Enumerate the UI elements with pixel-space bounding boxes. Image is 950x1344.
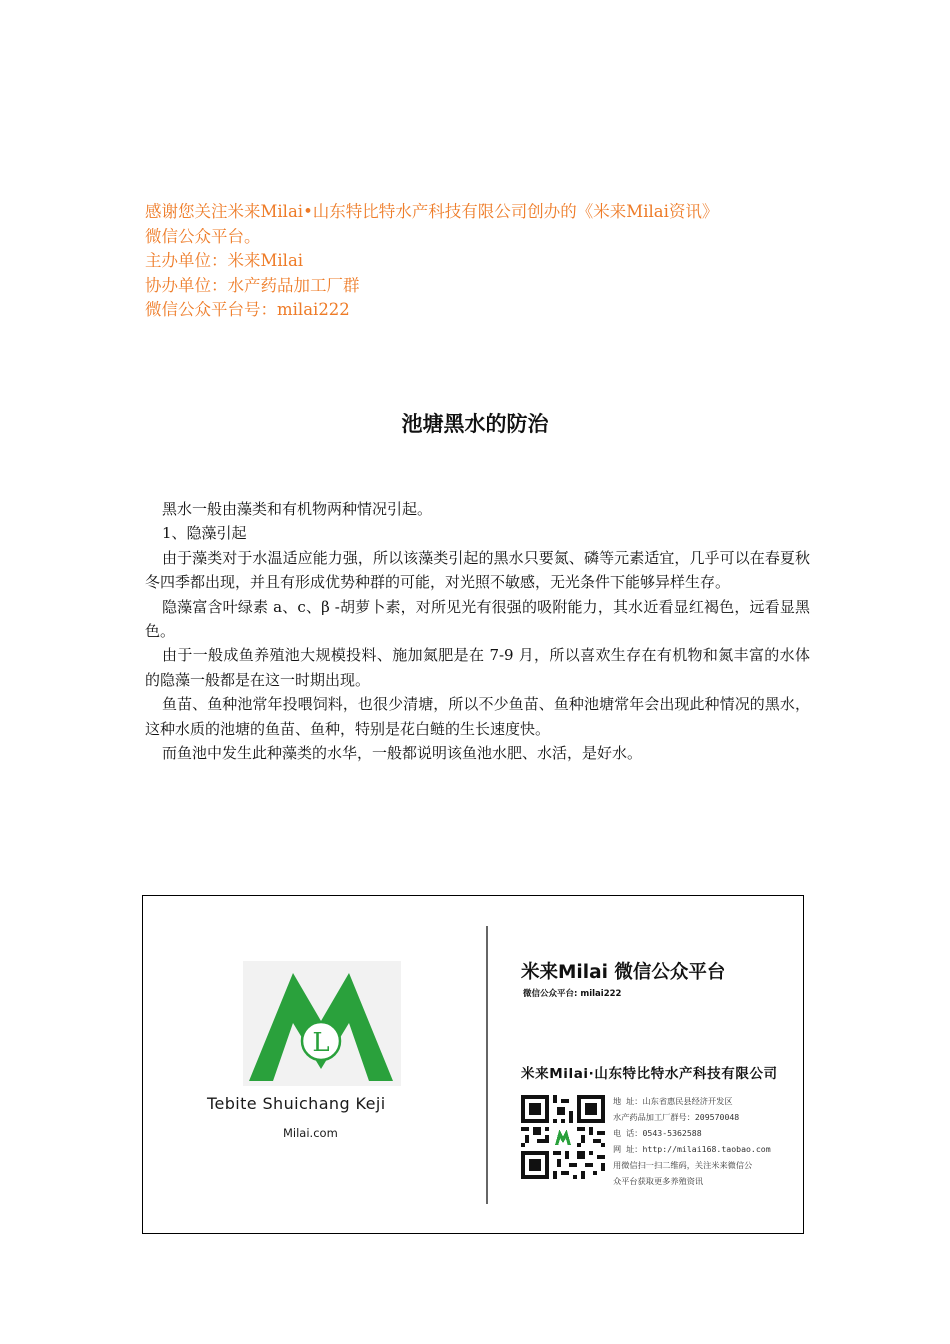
intro-line: 感谢您关注米来Milai•山东特比特水产科技有限公司创办的《米来Milai资讯》 [145,202,719,221]
article-title: 池塘黑水的防治 [401,412,549,436]
section-heading: 1、隐藻引起 [162,524,247,543]
paragraph: 由于藻类对于水温适应能力强，所以该藻类引起的黑水只要氮、磷等元素适宜，几乎可以在春夏秋冬四季都出现，并且有形成优势种群的可能，对光照不敏感，无光条件下能够异样生存。 [145,548,810,592]
scan-hint-line: 众平台获取更多养殖资讯 [613,1176,704,1186]
brand-english: Tebite Shuichang Keji [207,1094,386,1113]
group-line: 水产药品加工厂群号：209570048 [613,1112,740,1122]
paragraph: 黑水一般由藻类和有机物两种情况引起。 [162,500,433,518]
intro-line: 微信公众平台。 [145,226,261,246]
paragraph: 由于一般成鱼养殖池大规模投料、施加氮肥是在 7-9 月，所以喜欢生存在有机物和氮丰富的水体的隐藻一般都是在这一时期出现。 [145,646,810,689]
article-body [145,497,810,765]
intro-block [145,200,815,323]
platform-title: 米来Milai 微信公众平台 [521,962,726,983]
organizer-line: 主办单位：米来Milai [145,251,304,270]
paragraph: 而鱼池中发生此种藻类的水华，一般都说明该鱼池水肥、水活，是好水。 [162,744,643,763]
paragraph: 隐藻富含叶绿素 a、c、β -胡萝卜素，对所见光有很强的吸附能力，其水近看显红褐色，远看显黑色。 [145,597,810,641]
wechat-id-line: 微信公众平台号：milai222 [145,300,350,319]
website-line: 网 址：http://milai168.taobao.com [613,1144,771,1154]
business-card [142,895,804,1234]
logo-letter: L [312,1028,330,1058]
scan-hint-line: 用微信扫一扫二维码，关注米来微信公 [613,1160,753,1170]
contact-info [613,1093,771,1189]
platform-subtitle: 微信公众平台: milai222 [523,989,622,999]
card-divider [486,926,488,1204]
co-organizer-line: 协办单位：水产药品加工厂群 [145,275,360,295]
logo-mark-icon [243,961,401,1086]
company-name: 米来Milai·山东特比特水产科技有限公司 [521,1066,778,1082]
paragraph: 鱼苗、鱼种池常年投喂饲料，也很少清塘，所以不少鱼苗、鱼种池塘常年会出现此种情况的黑水，这种水质的池塘的鱼苗、鱼种，特别是花白鲢的生长速度快。 [145,695,810,738]
phone-line: 电 话：0543-5362588 [613,1128,702,1138]
address-line: 地 址：山东省惠民县经济开发区 [613,1096,733,1106]
qr-code-icon [521,1095,605,1179]
company-logo [243,961,401,1086]
brand-url: Milai.com [283,1126,338,1140]
